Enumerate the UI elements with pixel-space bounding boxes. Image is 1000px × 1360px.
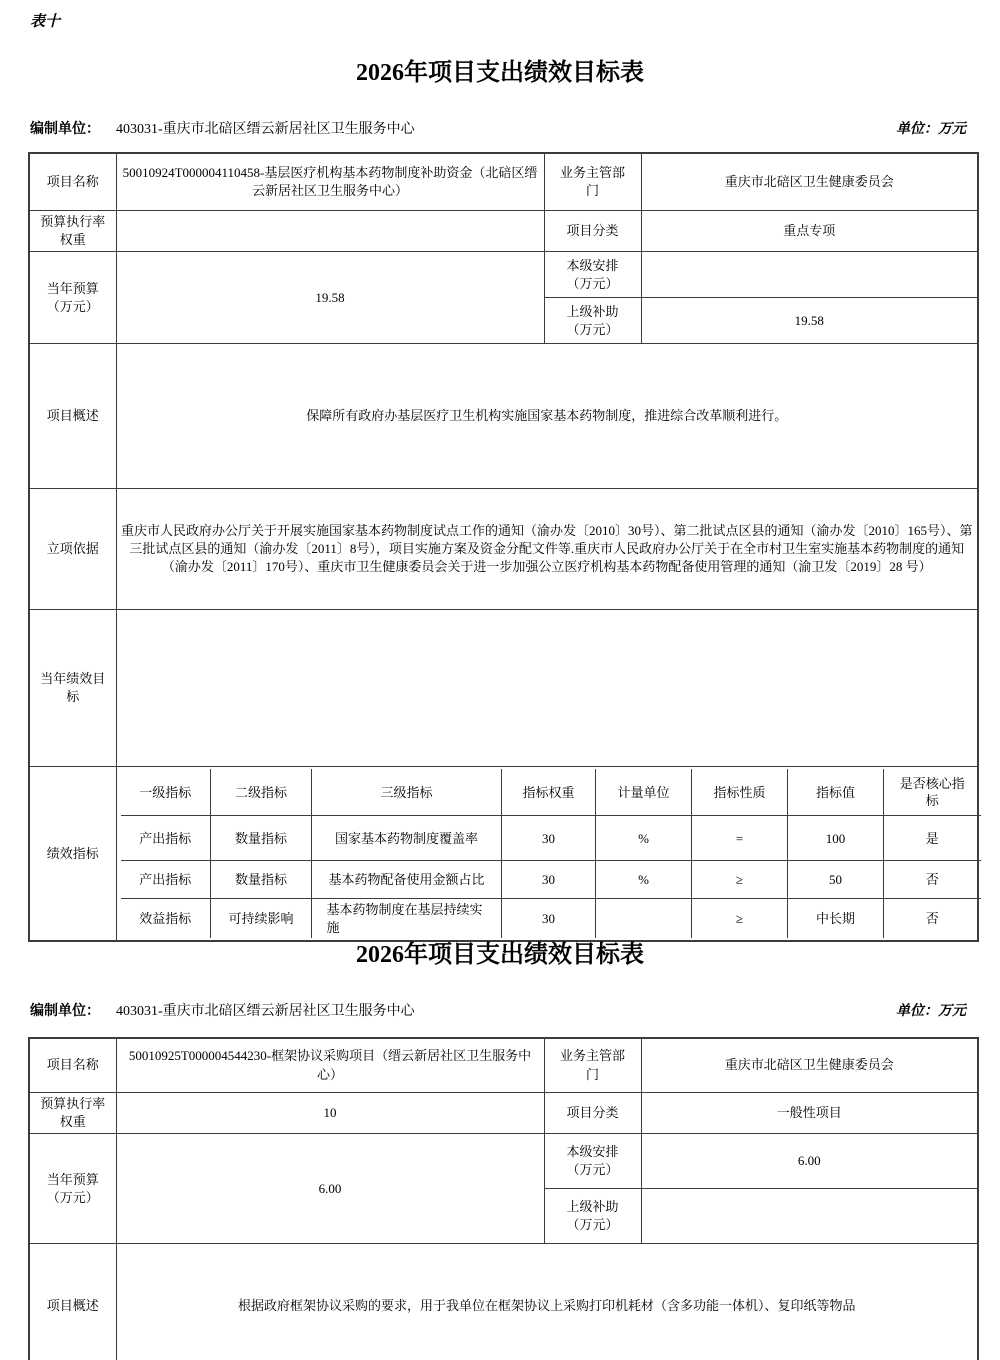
- project-name-label: 项目名称: [29, 153, 116, 211]
- exec-weight-value: [116, 211, 544, 252]
- indicator-header-cell: 指标值: [788, 769, 884, 816]
- overview-label: 项目概述: [29, 344, 116, 489]
- indicator-header-cell: 计量单位: [596, 769, 692, 816]
- dept-value: 重庆市北碚区卫生健康委员会: [641, 153, 978, 211]
- indicator-header-cell: 指标权重: [502, 769, 596, 816]
- indicator-row: [121, 861, 981, 899]
- year-target-label: 当年绩效目标: [29, 610, 116, 767]
- table-row: [29, 1134, 978, 1189]
- indicator-subtable: [121, 769, 981, 938]
- exec-weight-value: 10: [116, 1093, 544, 1134]
- superior-fund-label: 上级补助（万元）: [544, 298, 641, 344]
- indicator-header-cell: 是否核心指标: [884, 769, 981, 816]
- indicator-cell: 数量指标: [211, 816, 312, 861]
- indicator-cell: 基本药物配备使用金额占比: [312, 861, 502, 899]
- unit-note: 单位：万元: [896, 1004, 966, 1019]
- project-name-label: 项目名称: [29, 1038, 116, 1093]
- category-label: 项目分类: [544, 1093, 641, 1134]
- project-name-value: 50010924T000004110458-基层医疗机构基本药物制度补助资金（北碚区缙云新居社区卫生服务中心）: [116, 153, 544, 211]
- category-value: 一般性项目: [641, 1093, 978, 1134]
- indicator-cell: %: [596, 816, 692, 861]
- indicator-cell: 国家基本药物制度覆盖率: [312, 816, 502, 861]
- unit-note: 单位：万元: [896, 122, 966, 137]
- indicator-cell: 30: [502, 861, 596, 899]
- indicator-cell: 产出指标: [121, 861, 211, 899]
- table-row: [29, 489, 978, 610]
- indicator-row: [121, 816, 981, 861]
- indicator-cell: 否: [884, 899, 981, 939]
- table-row: [29, 211, 978, 252]
- perf-indicator-label: 绩效指标: [29, 767, 116, 942]
- table-row: [29, 767, 978, 942]
- category-value: 重点专项: [641, 211, 978, 252]
- indicator-cell: 是: [884, 816, 981, 861]
- indicator-header-cell: 指标性质: [692, 769, 788, 816]
- indicator-cell: =: [692, 816, 788, 861]
- indicator-cell: 效益指标: [121, 899, 211, 939]
- local-fund-label: 本级安排（万元）: [544, 1134, 641, 1189]
- page-title: 2026年项目支出绩效目标表: [356, 942, 644, 968]
- table-row: [29, 1093, 978, 1134]
- indicator-cell: 产出指标: [121, 816, 211, 861]
- project-name-value: 50010925T000004544230-框架协议采购项目（缙云新居社区卫生服务中心）: [116, 1038, 544, 1093]
- indicator-header-row: [121, 769, 981, 816]
- performance-target-table-1: [28, 152, 979, 942]
- indicator-cell: 30: [502, 899, 596, 939]
- local-fund-value: [641, 252, 978, 298]
- overview-value: 保障所有政府办基层医疗卫生机构实施国家基本药物制度，推进综合改革顺利进行。: [116, 344, 978, 489]
- superior-fund-label: 上级补助（万元）: [544, 1189, 641, 1244]
- prepared-by-label: 编制单位：: [30, 122, 100, 137]
- meta-row: [30, 1000, 966, 1020]
- table-row: [29, 153, 978, 211]
- year-budget-value: 6.00: [116, 1134, 544, 1244]
- overview-value: 根据政府框架协议采购的要求，用于我单位在框架协议上采购打印机耗材（含多功能一体机）、复印纸等物品: [116, 1244, 978, 1360]
- superior-fund-value: 19.58: [641, 298, 978, 344]
- indicator-cell: 否: [884, 861, 981, 899]
- indicator-cell: 数量指标: [211, 861, 312, 899]
- table-row: [29, 1038, 978, 1093]
- indicator-cell: 50: [788, 861, 884, 899]
- indicator-header-cell: 三级指标: [312, 769, 502, 816]
- local-fund-value: 6.00: [641, 1134, 978, 1189]
- year-target-value: [116, 610, 978, 767]
- superior-fund-value: [641, 1189, 978, 1244]
- performance-target-table-2: [28, 1037, 979, 1360]
- indicator-cell: 30: [502, 816, 596, 861]
- overview-label: 项目概述: [29, 1244, 116, 1360]
- page-title: 2026年项目支出绩效目标表: [356, 60, 644, 86]
- dept-label: 业务主管部门: [544, 1038, 641, 1093]
- meta-row: [30, 118, 966, 138]
- exec-weight-label: 预算执行率权重: [29, 1093, 116, 1134]
- basis-label: 立项依据: [29, 489, 116, 610]
- indicator-subtable-cell: [116, 767, 978, 942]
- indicator-header-cell: 二级指标: [211, 769, 312, 816]
- indicator-cell: ≥: [692, 861, 788, 899]
- indicator-cell: ≥: [692, 899, 788, 939]
- year-budget-label: 当年预算（万元）: [29, 1134, 116, 1244]
- indicator-header-cell: 一级指标: [121, 769, 211, 816]
- prepared-by-value: 403031-重庆市北碚区缙云新居社区卫生服务中心: [116, 122, 415, 137]
- year-budget-label: 当年预算（万元）: [29, 252, 116, 344]
- local-fund-label: 本级安排（万元）: [544, 252, 641, 298]
- prepared-by: [30, 1000, 415, 1020]
- indicator-cell: 可持续影响: [211, 899, 312, 939]
- category-label: 项目分类: [544, 211, 641, 252]
- table-row: [29, 344, 978, 489]
- exec-weight-label: 预算执行率权重: [29, 211, 116, 252]
- sheet-number-label: 表十: [30, 14, 61, 30]
- dept-label: 业务主管部门: [544, 153, 641, 211]
- prepared-by-label: 编制单位：: [30, 1004, 100, 1019]
- year-budget-value: 19.58: [116, 252, 544, 344]
- prepared-by-value: 403031-重庆市北碚区缙云新居社区卫生服务中心: [116, 1004, 415, 1019]
- indicator-cell: 中长期: [788, 899, 884, 939]
- indicator-cell: [596, 899, 692, 939]
- indicator-cell: 基本药物制度在基层持续实施: [312, 899, 502, 939]
- indicator-cell: 100: [788, 816, 884, 861]
- indicator-row: [121, 899, 981, 939]
- table-row: [29, 252, 978, 298]
- prepared-by: [30, 118, 415, 138]
- dept-value: 重庆市北碚区卫生健康委员会: [641, 1038, 978, 1093]
- table-row: [29, 1244, 978, 1360]
- indicator-cell: %: [596, 861, 692, 899]
- basis-value: 重庆市人民政府办公厅关于开展实施国家基本药物制度试点工作的通知（渝办发〔2010〕30号）、第二批试点区县的通知（渝办发〔2010〕165号）、第三批试点区县的通知（渝办发〔2011〕8号），项目实施方案及资金分配文件等.重庆市人民政府办公厅关于在全市村卫生室实施基本药物制度的通知（渝办发〔2011〕170号）、重庆市卫生健康委员会关于进一步加强公立医疗机构基本药物配备使用管理的通知（渝卫发〔2019〕28 号）: [116, 489, 978, 610]
- table-row: [29, 610, 978, 767]
